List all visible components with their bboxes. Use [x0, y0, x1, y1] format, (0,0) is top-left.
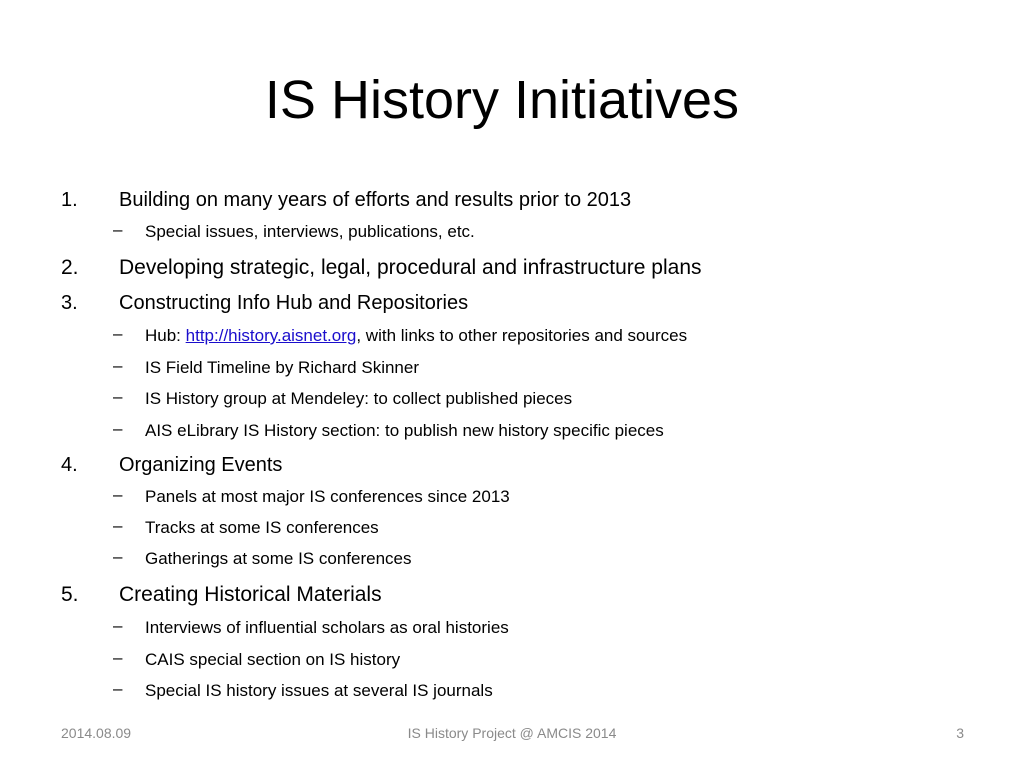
sub-item-text: CAIS special section on IS history [145, 650, 401, 669]
sub-item-text [145, 325, 687, 347]
page-number: 3 [956, 725, 964, 741]
sub-item-text: IS Field Timeline by Richard Skinner [145, 358, 420, 377]
sub-item-text: Special IS history issues at several IS journals [145, 681, 493, 700]
dash-bullet: – [113, 220, 123, 239]
item-label: Developing strategic, legal, procedural and infrastructure plans [119, 256, 702, 279]
dash-bullet: – [113, 324, 123, 343]
sub-item-text: Interviews of influential scholars as oral histories [145, 618, 509, 637]
dash-bullet: – [113, 419, 123, 438]
item-number: 5. [61, 583, 79, 606]
item-label: Constructing Info Hub and Repositories [119, 292, 469, 314]
item-label: Building on many years of efforts and results prior to 2013 [119, 189, 632, 211]
sub-item-text: Panels at most major IS conferences since 2013 [145, 487, 510, 506]
dash-bullet: – [113, 648, 123, 667]
item-number: 2. [61, 256, 79, 279]
dash-bullet: – [113, 616, 123, 635]
dash-bullet: – [113, 387, 123, 406]
hub-suffix: , with links to other repositories and sources [356, 326, 688, 345]
item-number: 1. [61, 189, 78, 211]
dash-bullet: – [113, 356, 123, 375]
item-number: 3. [61, 292, 78, 314]
item-label: Creating Historical Materials [119, 583, 382, 606]
sub-item-text: AIS eLibrary IS History section: to publish new history specific pieces [145, 421, 664, 440]
dash-bullet: – [113, 485, 123, 504]
item-number: 4. [61, 454, 78, 476]
dash-bullet: – [113, 516, 123, 535]
footer-date: 2014.08.09 [61, 725, 132, 741]
sub-item-text: Gatherings at some IS conferences [145, 549, 412, 568]
hub-prefix: Hub: [145, 326, 186, 345]
dash-bullet: – [113, 679, 123, 698]
slide-title: IS History Initiatives [264, 70, 740, 130]
sub-item-text: Special issues, interviews, publications, etc. [145, 222, 475, 241]
item-label: Organizing Events [119, 454, 283, 476]
sub-item-text: Tracks at some IS conferences [145, 518, 379, 537]
sub-item-text: IS History group at Mendeley: to collect published pieces [145, 389, 573, 408]
footer-title: IS History Project @ AMCIS 2014 [407, 725, 617, 741]
dash-bullet: – [113, 547, 123, 566]
hub-link[interactable]: http://history.aisnet.org [185, 326, 357, 345]
